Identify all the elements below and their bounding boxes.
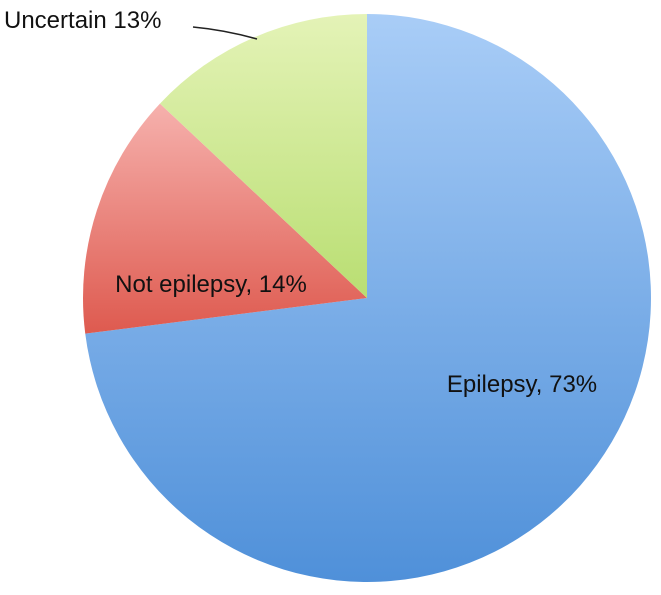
pie-annotations [193, 27, 257, 39]
epilepsy-slice-label: Epilepsy, 73% [446, 371, 598, 398]
not-epilepsy-slice-label: Not epilepsy, 14% [115, 271, 307, 298]
uncertain-leader-line [193, 27, 257, 39]
pie-slices [83, 14, 651, 582]
uncertain-slice-label: Uncertain 13% [4, 7, 162, 34]
